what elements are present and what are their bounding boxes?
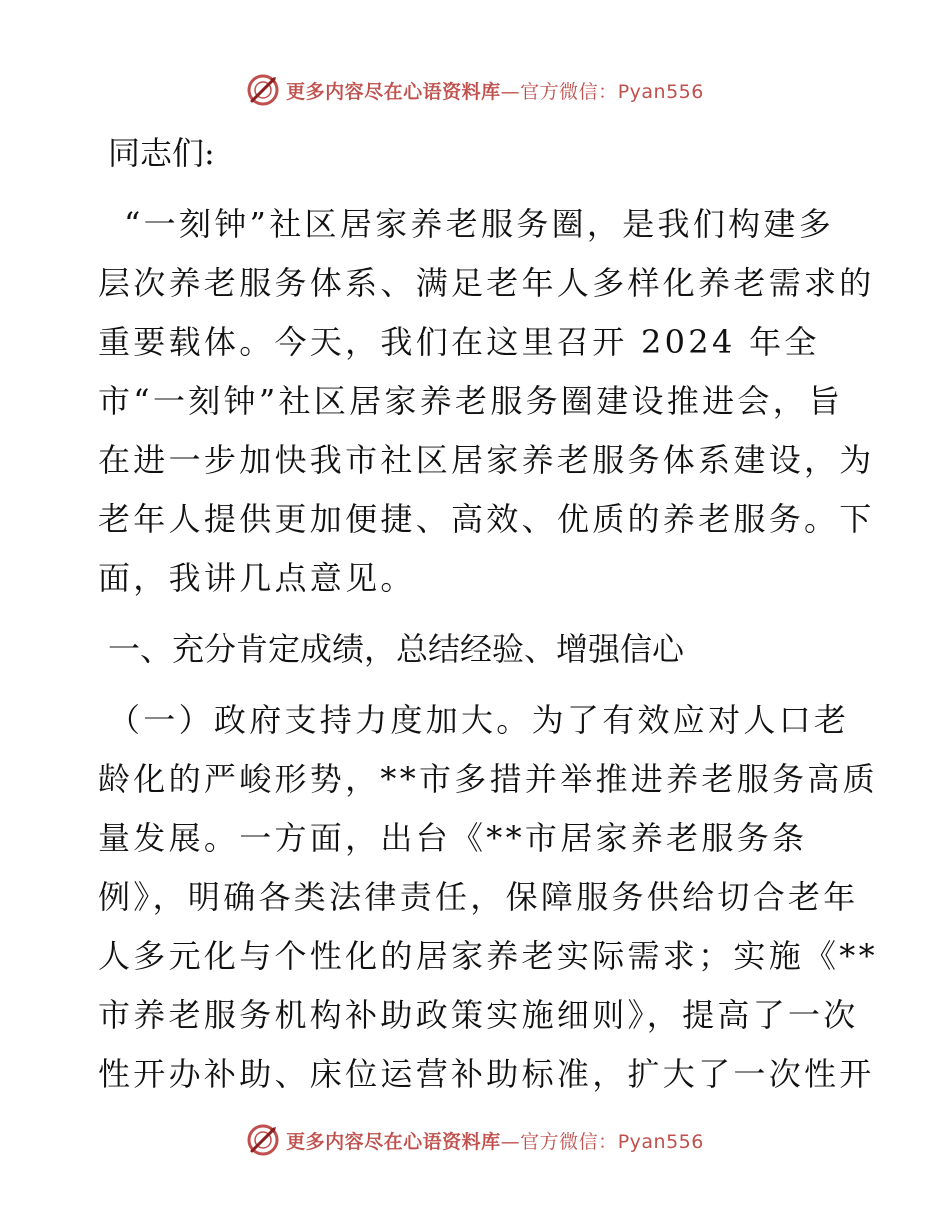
footer-watermark bbox=[0, 1120, 950, 1160]
paragraph-line: 老年人提供更加便捷、高效、优质的养老服务。下 bbox=[98, 500, 875, 538]
paragraph-line: 层次养老服务体系、满足老年人多样化养老需求的 bbox=[98, 264, 875, 302]
salutation: 同志们: bbox=[108, 134, 215, 172]
paragraph-line: 市养老服务机构补助政策实施细则》，提高了一次 bbox=[98, 996, 859, 1034]
paragraph-line: 人多元化与个性化的居家养老实际需求；实施《** bbox=[98, 937, 878, 975]
watermark-official: 官方微信： bbox=[520, 80, 618, 103]
paragraph-line: “一刻钟”社区居家养老服务圈，是我们构建多 bbox=[124, 205, 835, 243]
section-heading: 一、充分肯定成绩，总结经验、增强信心 bbox=[108, 630, 685, 668]
paragraph-line: 市“一刻钟”社区居家养老服务圈建设推进会，旨 bbox=[98, 382, 844, 420]
watermark-dash: — bbox=[500, 80, 521, 103]
quill-seal-icon bbox=[246, 1123, 280, 1157]
paragraph-line: 例》，明确各类法律责任，保障服务供给切合老年 bbox=[98, 878, 859, 916]
document-body bbox=[98, 124, 878, 1104]
paragraph-line: 面，我讲几点意见。 bbox=[98, 559, 416, 597]
watermark-official: 官方微信： bbox=[520, 1130, 618, 1153]
paragraph-line: （一）政府支持力度加大。为了有效应对人口老 bbox=[108, 701, 850, 739]
watermark-dash: — bbox=[500, 1130, 521, 1153]
quill-seal-icon bbox=[246, 73, 280, 107]
paragraph-line: 量发展。一方面，出台《**市居家养老服务条 bbox=[98, 819, 808, 857]
watermark-brand: 更多内容尽在心语资料库 bbox=[286, 1130, 501, 1153]
paragraph-line: 龄化的严峻形势，**市多措并举推进养老服务高质 bbox=[98, 760, 878, 798]
paragraph-line: 性开办补助、床位运营补助标准，扩大了一次性开 bbox=[98, 1055, 875, 1093]
header-watermark bbox=[0, 70, 950, 110]
watermark-id: Pyan556 bbox=[617, 1130, 704, 1153]
watermark-id: Pyan556 bbox=[617, 80, 704, 103]
paragraph-line: 在进一步加快我市社区居家养老服务体系建设，为 bbox=[98, 441, 875, 479]
watermark-brand: 更多内容尽在心语资料库 bbox=[286, 80, 501, 103]
paragraph-line: 重要载体。今天，我们在这里召开 2024 年全 bbox=[98, 323, 820, 361]
